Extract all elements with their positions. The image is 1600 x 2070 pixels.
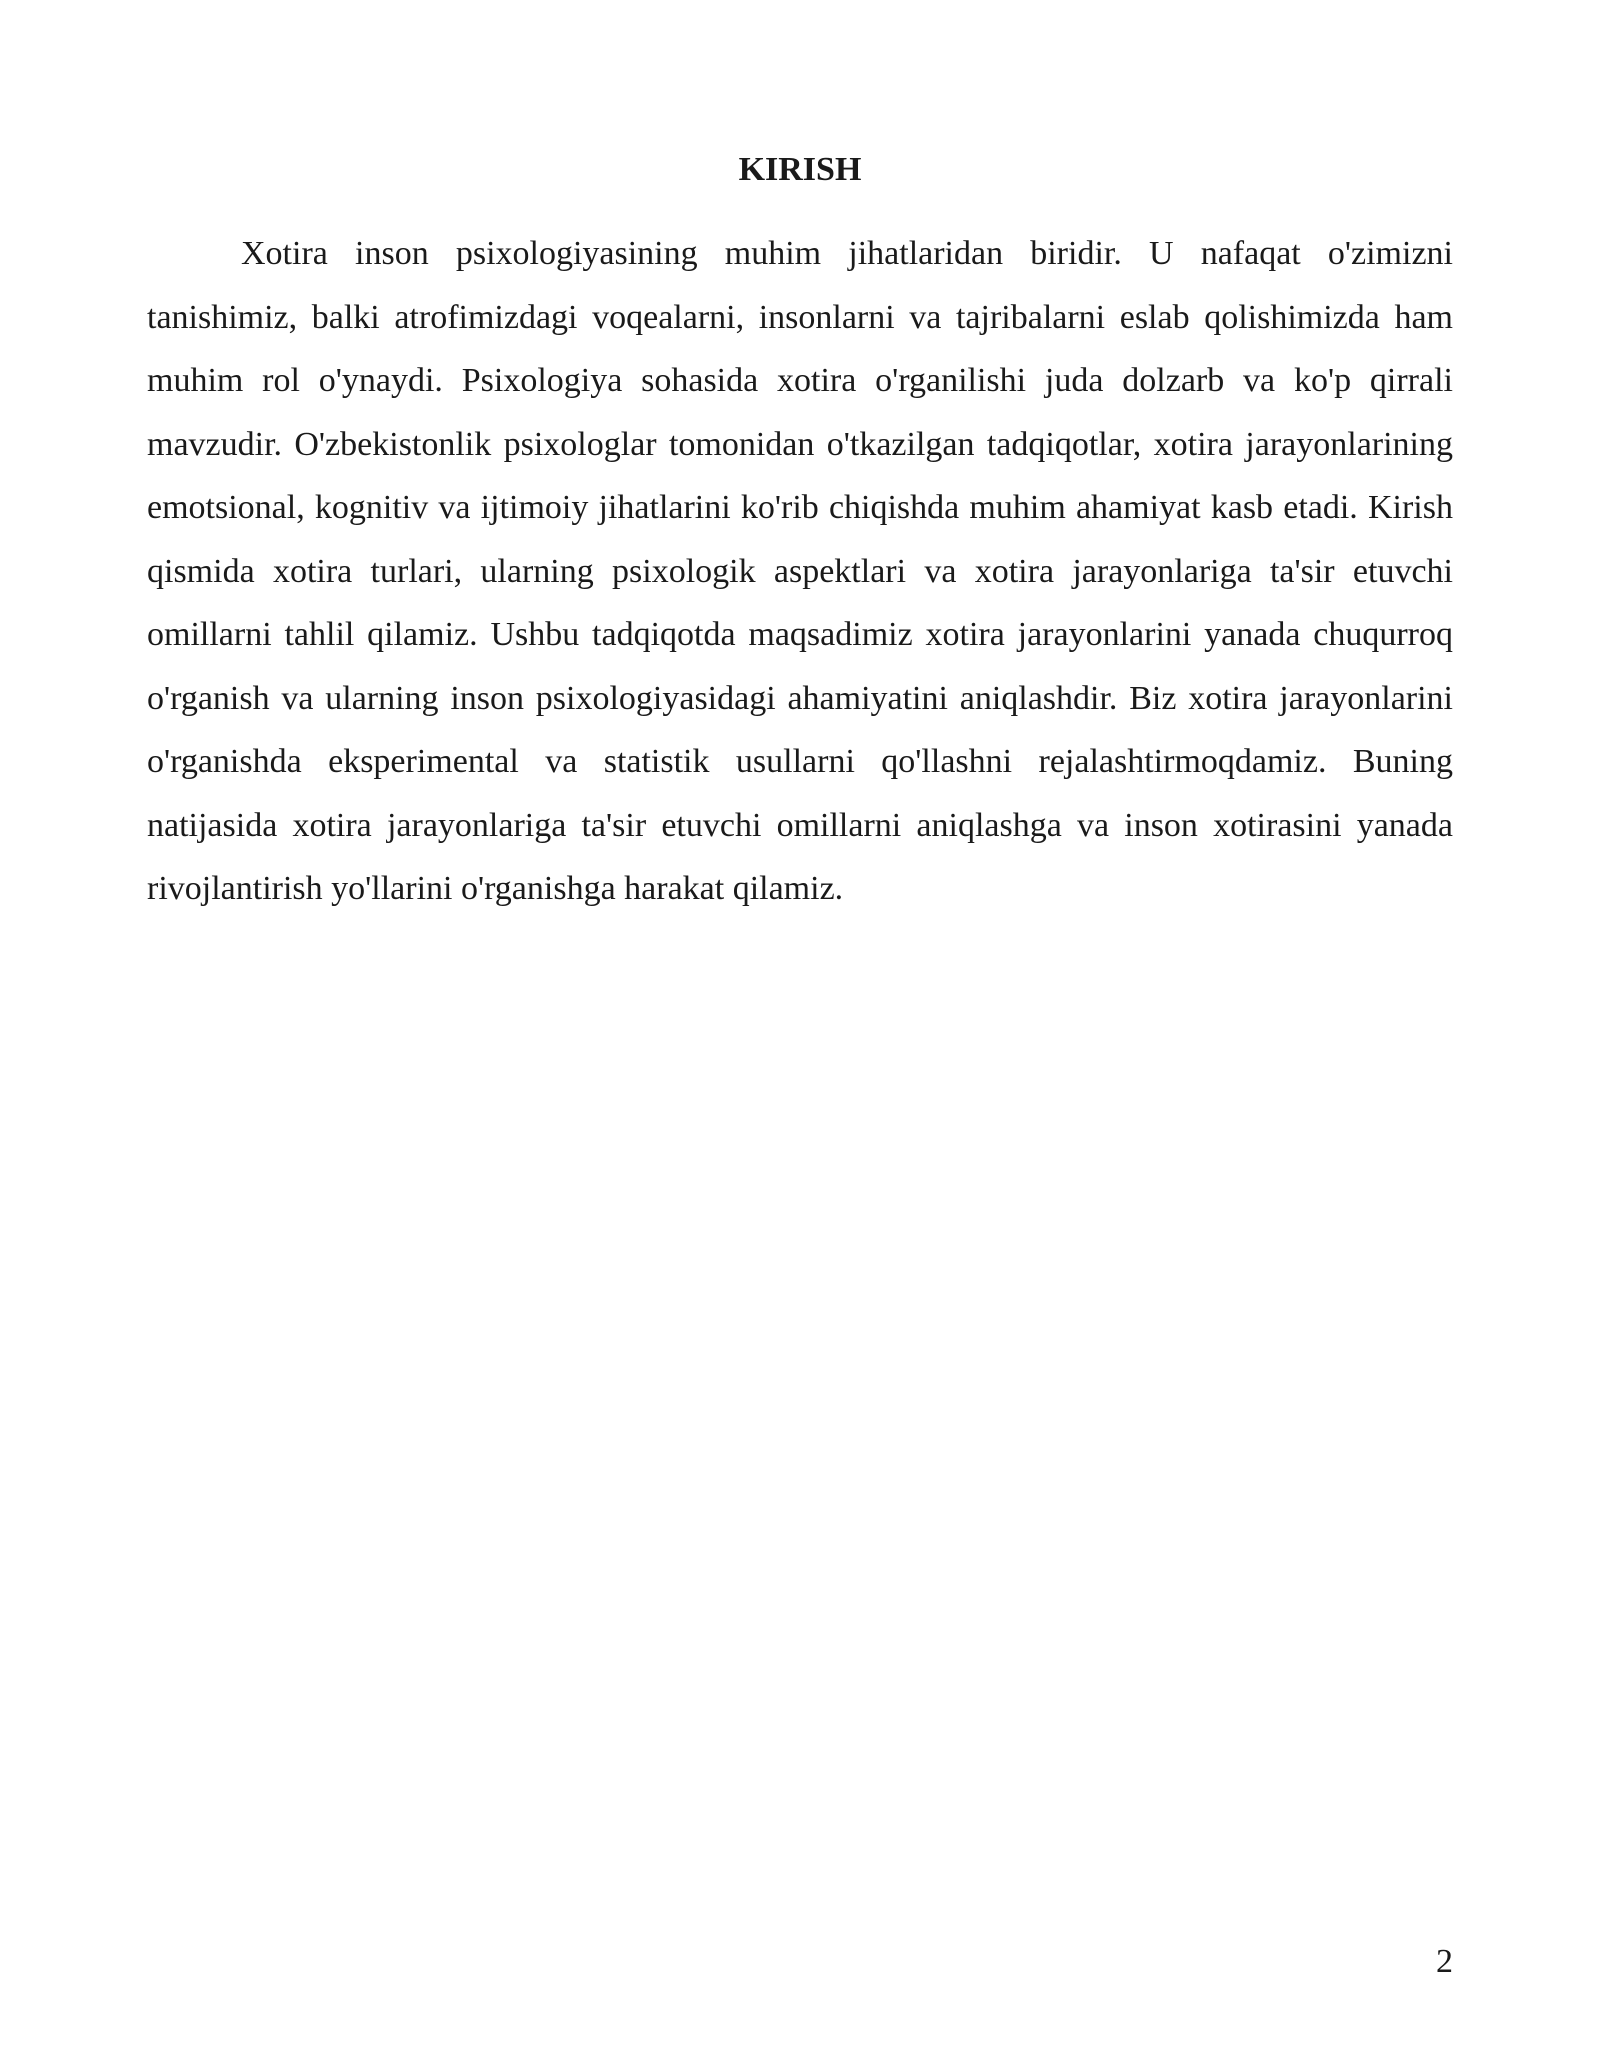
page-number: 2 — [1436, 1943, 1453, 1980]
body-paragraph: Xotira inson psixologiyasining muhim jihatlaridan biridir. U nafaqat o'zimizni tanishimiz, balki atrofimizdagi voqealarni, insonlarni va tajribalarni eslab qolishimizda ham muhim rol o'ynaydi. Psixologiya sohasida xotira o'rganilishi juda dolzarb va ko'p qirrali mavzudir. O'zbekistonlik psixologlar tomonidan o'tkazilgan tadqiqotlar, xotira jarayonlarining emotsional, kognitiv va ijtimoiy jihatlarini ko'rib chiqishda muhim ahamiyat kasb etadi. Kirish qismida xotira turlari, ularning psixologik aspektlari va xotira jarayonlariga ta'sir etuvchi omillarni tahlil qilamiz. Ushbu tadqiqotda maqsadimiz xotira jarayonlarini yanada chuqurroq o'rganish va ularning inson psixologiyasidagi ahamiyatini aniqlashdir. Biz xotira jarayonlarini o'rganishda eksperimental va statistik usullarni qo'llashni rejalashtirmoqdamiz. Buning natijasida xotira jarayonlariga ta'sir etuvchi omillarni aniqlashga va inson xotirasini yanada rivojlantirish yo'llarini o'rganishga harakat qilamiz. — [147, 235, 1453, 907]
section-heading: KIRISH — [738, 151, 862, 188]
